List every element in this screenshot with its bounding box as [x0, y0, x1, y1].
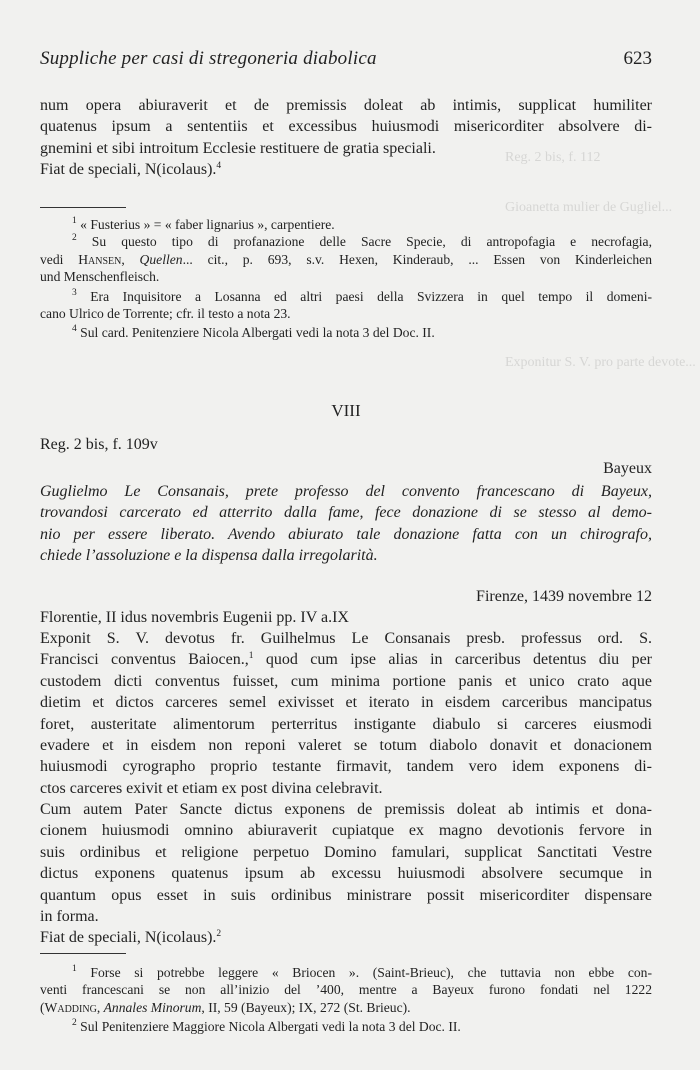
text-line: gnemini et sibi introitum Ecclesie restituere de gratia speciali. — [40, 139, 436, 157]
summary-line: Guglielmo Le Consanais, prete professo del convento francescano di Bayeux, — [40, 483, 652, 500]
register-reference: Reg. 2 bis, f. 109v — [40, 436, 158, 453]
footnote-4: $^4$ Sul card. Penitenziere Nicola Albergati vedi la nota 3 del Doc. II. — [72, 324, 435, 341]
text-line: num opera abiuraverit et de premissis doleat ab intimis, supplicat humiliter — [40, 97, 652, 114]
text-line: quantum opus esset in suis ordinibus ministrare possit misericorditer dispensare — [40, 886, 652, 904]
continued-paragraph — [40, 95, 652, 181]
footnote-divider — [40, 953, 126, 954]
bleed-through-text: Exponitur S. V. pro parte devote... — [505, 355, 696, 370]
footnotes-block-2 — [40, 964, 652, 1036]
supplication-text-1 — [40, 628, 652, 799]
summary-line: nio per essere liberato. Avendo abiurato tale donazione fatta con un chirografo, — [40, 525, 652, 543]
text-line: Francisci conventus Baiocen.,$^1$ quod cum ipse alias in carceribus detentus diu per — [40, 651, 653, 669]
footnote-1: $^1$ « Fusterius » = « faber lignarius », carpentiere. — [72, 216, 335, 232]
text-line: dictus exponens quatenus ipsum ab excessu huiusmodi absolvere secumque in — [40, 865, 652, 883]
date-line: Firenze, 1439 novembre 12 — [476, 588, 652, 605]
fiat-line: Fiat de speciali, N(icolaus).$^2$ — [40, 929, 222, 947]
text-line: huiusmodi cyrographo proprio testante firmavit, tandem vero idem exponens di- — [40, 758, 652, 776]
summary-line: trovandosi carcerato ed atterrito dalla fame, fece donazione di se stesso al demo- — [40, 504, 652, 522]
footnote-2: $^2$ Sul Penitenziere Maggiore Nicola Albergati vedi la nota 3 del Doc. II. — [72, 1018, 461, 1035]
footnote-ref: 4 — [216, 161, 222, 172]
document-number: VIII — [331, 401, 361, 420]
fiat-line: Fiat de speciali, N(icolaus).$^4$ — [40, 161, 222, 179]
bleed-through-text: Reg. 2 bis, f. 112 — [505, 150, 601, 165]
footnote-ref: 2 — [216, 929, 222, 940]
footnote-2: $^2$ Su questo tipo di profanazione delle Sacre Specie, di antropofagia e necrofagia, vedi Hansen, Quellen... cit., p. 693, s.v. Hexen, Kinderaub, ... Essen von Kinderleichen und Menschenfleisch. — [40, 233, 652, 285]
footnote-divider — [40, 207, 126, 208]
supplication-text-2 — [40, 799, 652, 949]
text-line: evadere et in eisdem non reponi valeret se totum diabolo donavit et donacionem — [40, 737, 652, 755]
footnote-ref: 1 — [248, 651, 254, 662]
text-line: dietim et dictos carceres semel exivisset et iterato in eisdem carceribus mancipatus — [40, 694, 652, 712]
text-line: cionem huiusmodi omnino abiuraverit cupiatque ex magno devotionis fervore in — [40, 822, 652, 840]
footnote-1: $^1$ Forse si potrebbe leggere « Briocen ». (Saint-Brieuc), che tuttavia non ebbe con- venti francescani se non all’inizio del ’400, mentre a Bayeux furono fondati nel 1222 (Wadding, Annales Minorum, II, 59 (Bayeux); IX, 272 (St. Brieuc). — [40, 964, 652, 1015]
page-number: 623 — [623, 48, 652, 69]
document-summary — [40, 481, 652, 567]
text-line: suis ordinibus et religione perpetuo Domino famulari, supplicat Sanctitati Vestre — [40, 843, 652, 861]
text-line: Exponit S. V. devotus fr. Guilhelmus Le Consanais presb. professus ord. S. — [40, 630, 652, 647]
bleed-through-text: Gioanetta mulier de Gugliel... — [505, 200, 673, 215]
footnote-3: $^3$ Era Inquisitore a Losanna ed altri paesi della Svizzera in quel tempo il domeni- cano Ulrico de Torrente; cfr. il testo a nota 23. — [40, 287, 652, 322]
text-line: foret, austeritate alimentorum perterritus instigante diabulo si carceres eiusmodi — [40, 715, 652, 733]
place-name: Bayeux — [603, 460, 652, 477]
text-line: Cum autem Pater Sancte dictus exponens de premissis doleat ab intimis et dona- — [40, 801, 652, 818]
text-line: in forma. — [40, 908, 99, 926]
running-header — [40, 48, 652, 72]
header-title: Suppliche per casi di stregoneria diabolica — [40, 48, 377, 69]
footnotes-block-1 — [40, 216, 652, 342]
dating-clause: Florentie, II idus novembris Eugenii pp. IV a.IX — [40, 609, 349, 626]
text-line: ctos carceres exivit et etiam ex post divina celebravit. — [40, 779, 383, 797]
text-line: custodem dicti conventus fuisset, cum minima portione panis et unico crato aque — [40, 672, 652, 690]
text-line: quatenus ipsum a sententiis et excessibus huiusmodi misericorditer absolvere di- — [40, 118, 652, 136]
summary-line: chiede l’assoluzione e la dispensa dalla irregolarità. — [40, 547, 378, 565]
